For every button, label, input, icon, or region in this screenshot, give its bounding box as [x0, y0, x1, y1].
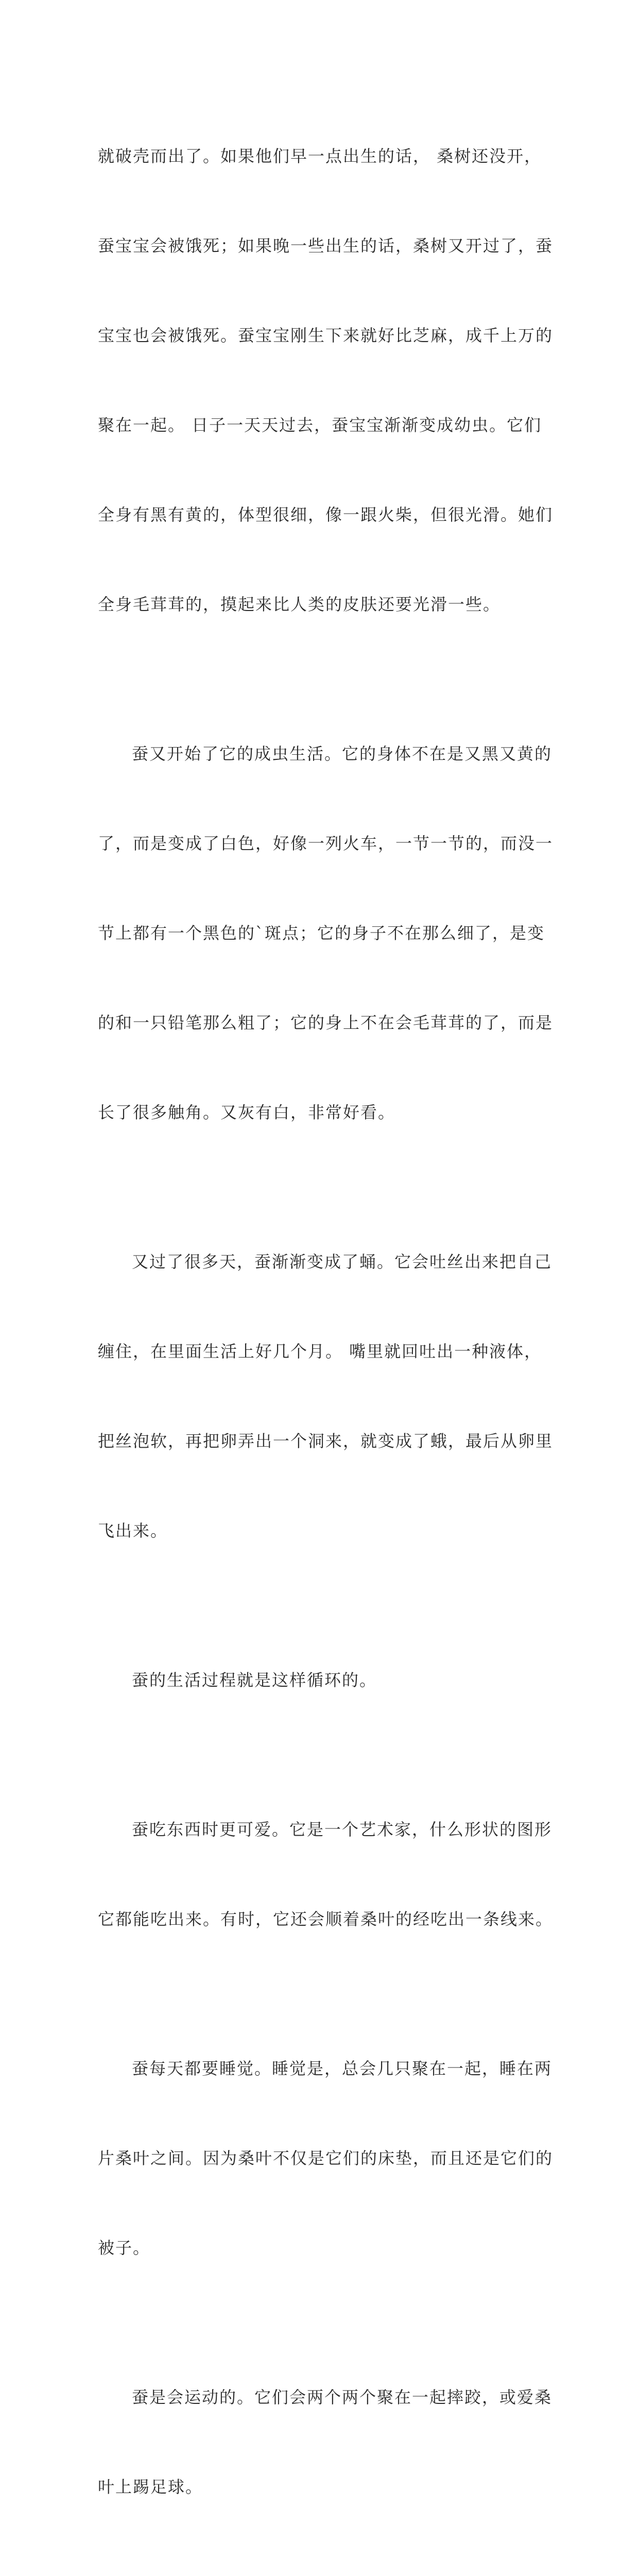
- text-line: 的和一只铅笔那么粗了；它的身上不在会毛茸茸的了，而是: [98, 1013, 554, 1032]
- text-line: 全身有黑有黄的，体型很细，像一跟火柴，但很光滑。她们: [98, 505, 554, 524]
- text-line: 了，而是变成了白色，好像一列火车，一节一节的，而没一: [98, 834, 554, 853]
- text-line: 长了很多触角。又灰有白，非常好看。: [98, 1103, 396, 1122]
- text-line: 蚕是会运动的。它们会两个两个聚在一起摔跤，或爱桑: [132, 2387, 552, 2407]
- text-line: 被子。: [98, 2238, 151, 2258]
- paragraph-6: [98, 1994, 554, 2323]
- document-body: [98, 81, 554, 2576]
- paragraph-2: [98, 679, 554, 1187]
- text-line: 飞出来。: [98, 1521, 168, 1540]
- text-line: 又过了很多天，蚕渐渐变成了蛹。它会吐丝出来把自己: [132, 1252, 552, 1272]
- text-line: 片桑叶之间。因为桑叶不仅是它们的床垫，而且还是它们的: [98, 2148, 554, 2168]
- text-line: 缠住，在里面生活上好几个月。 嘴里就回吐出一种液体，: [98, 1342, 542, 1361]
- text-line: 宝宝也会被饿死。蚕宝宝刚生下来就好比芝麻，成千上万的: [98, 326, 554, 345]
- text-line: 聚在一起。 日子一天天过去，蚕宝宝渐渐变成幼虫。它们: [98, 415, 542, 435]
- text-line: 节上都有一个黑色的`斑点；它的身子不在那么细了，是变: [98, 923, 545, 943]
- paragraph-8: [98, 2562, 551, 2576]
- paragraph-5: [98, 1755, 554, 1994]
- text-line: 叶上踢足球。: [98, 2477, 203, 2497]
- text-line: 蚕宝宝会被饿死；如果晚一些出生的话，桑树又开过了，蚕: [98, 236, 554, 256]
- text-line: 蚕吃东西时更可爱。它是一个艺术家，什么形状的图形: [132, 1820, 552, 1839]
- text-line: 把丝泡软，再把卵弄出一个洞来，就变成了蛾，最后从卵里: [98, 1431, 554, 1451]
- paragraph-1: [98, 81, 554, 679]
- text-line: 就破壳而出了。如果他们早一点出生的话， 桑树还没开，: [98, 146, 542, 166]
- text-line: 它都能吃出来。有时，它还会顺着桑叶的经吃出一条线来。: [98, 1909, 554, 1929]
- text-line: 蚕每天都要睡觉。睡觉是，总会几只聚在一起，睡在两: [132, 2059, 552, 2078]
- text-line: 全身毛茸茸的，摸起来比人类的皮肤还要光滑一些。: [98, 595, 501, 614]
- paragraph-7: [98, 2323, 551, 2562]
- paragraph-3: [98, 1187, 554, 1605]
- text-line: 蚕又开始了它的成虫生活。它的身体不在是又黑又黄的: [132, 744, 552, 764]
- paragraph-4: [98, 1605, 551, 1755]
- text-line: 蚕的生活过程就是这样循环的。: [132, 1670, 377, 1690]
